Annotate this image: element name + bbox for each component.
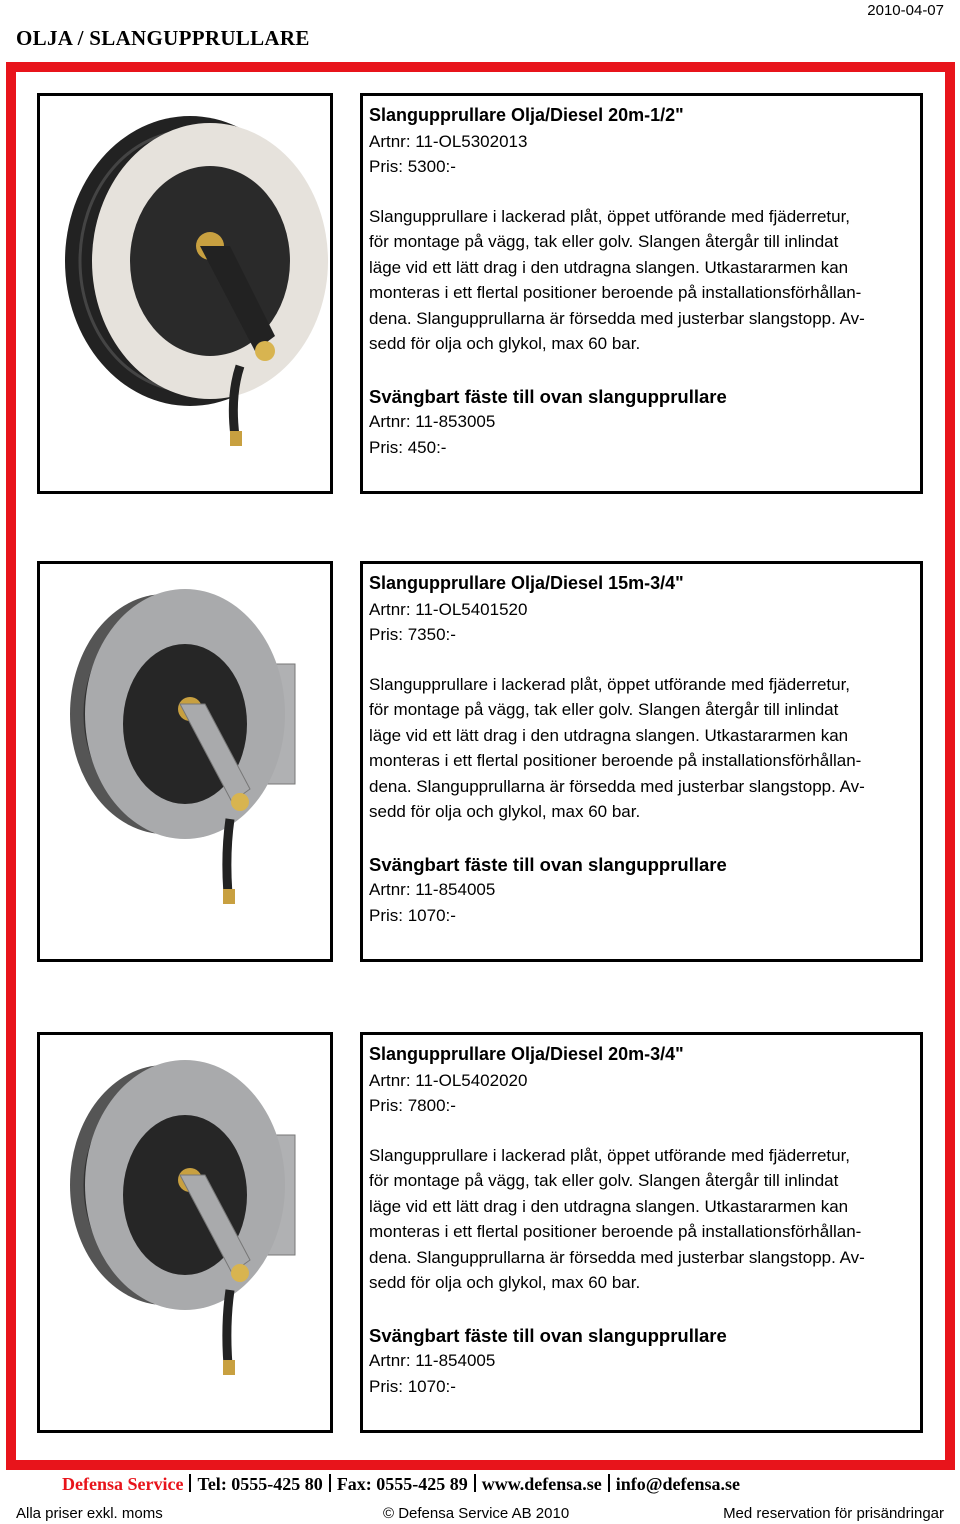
price-note: Alla priser exkl. moms <box>16 1505 163 1522</box>
document-date: 2010-04-07 <box>867 2 944 19</box>
accessory-title: Svängbart fäste till ovan slangupprullare <box>369 385 727 407</box>
description-line: läge vid ett lätt drag i den utdragna slangen. Utkastararmen kan <box>369 257 849 277</box>
description-line: sedd för olja och glykol, max 60 bar. <box>369 1273 641 1292</box>
page-title: OLJA / SLANGUPPRULLARE <box>16 26 310 50</box>
product-title: Slangupprullare Olja/Diesel 20m-1/2" <box>369 105 684 125</box>
accessory-artnr: Artnr: 11-853005 <box>369 412 496 431</box>
hose-reel-white-image <box>40 96 330 491</box>
product-price: Pris: 7350:- <box>369 625 456 644</box>
description-line: dena. Slangupprullarna är försedda med justerbar slangstopp. Av- <box>369 1247 865 1267</box>
divider <box>329 1474 331 1492</box>
description-line: monteras i ett flertal positioner beroende på installationsförhållan- <box>369 751 862 770</box>
product-title: Slangupprullare Olja/Diesel 15m-3/4" <box>369 573 684 593</box>
product-description <box>369 1143 914 1296</box>
copyright: © Defensa Service AB 2010 <box>383 1505 570 1522</box>
product-info-2 <box>360 561 923 962</box>
product-info-3 <box>360 1032 923 1433</box>
description-line: monteras i ett flertal positioner beroende på installationsförhållan- <box>369 283 862 302</box>
description-line: dena. Slangupprullarna är försedda med justerbar slangstopp. Av- <box>369 308 865 328</box>
accessory-artnr: Artnr: 11-854005 <box>369 880 496 899</box>
brand-name: Defensa Service <box>62 1474 184 1494</box>
phone-number: Tel: 0555-425 80 <box>197 1474 323 1494</box>
accessory-price: Pris: 450:- <box>369 437 447 457</box>
description-line: sedd för olja och glykol, max 60 bar. <box>369 334 641 353</box>
divider <box>608 1474 610 1492</box>
reservation-note: Med reservation för prisändringar <box>723 1505 944 1522</box>
fax-number: Fax: 0555-425 89 <box>336 1474 468 1494</box>
description-line: för montage på vägg, tak eller golv. Slangen återgår till inlindat <box>369 232 839 251</box>
product-price: Pris: 7800:- <box>369 1096 456 1115</box>
accessory-title: Svängbart fäste till ovan slangupprullare <box>369 1324 727 1346</box>
description-line: monteras i ett flertal positioner beroende på installationsförhållan- <box>369 1222 862 1241</box>
description-line: dena. Slangupprullarna är försedda med justerbar slangstopp. Av- <box>369 776 865 796</box>
website-link[interactable]: www.defensa.se <box>481 1474 602 1494</box>
hose-reel-grey-image <box>40 564 330 959</box>
description-line: sedd för olja och glykol, max 60 bar. <box>369 802 641 821</box>
product-image-3 <box>37 1032 333 1433</box>
description-line: läge vid ett lätt drag i den utdragna slangen. Utkastararmen kan <box>369 725 849 745</box>
product-artnr: Artnr: 11-OL5401520 <box>369 599 528 619</box>
email-link[interactable]: info@defensa.se <box>615 1474 741 1494</box>
divider <box>474 1474 476 1492</box>
product-description <box>369 204 914 357</box>
accessory-artnr: Artnr: 11-854005 <box>369 1351 496 1370</box>
product-price: Pris: 5300:- <box>369 157 456 176</box>
divider <box>189 1474 191 1492</box>
product-title: Slangupprullare Olja/Diesel 20m-3/4" <box>369 1044 684 1064</box>
accessory-title: Svängbart fäste till ovan slangupprullare <box>369 853 727 875</box>
description-line: för montage på vägg, tak eller golv. Slangen återgår till inlindat <box>369 700 839 719</box>
hose-reel-grey-image <box>40 1035 330 1430</box>
description-line: Slangupprullare i lackerad plåt, öppet utförande med fjäderretur, <box>369 674 851 694</box>
description-line: läge vid ett lätt drag i den utdragna slangen. Utkastararmen kan <box>369 1196 849 1216</box>
product-info-1 <box>360 93 923 494</box>
accessory-price: Pris: 1070:- <box>369 905 456 925</box>
contact-footer <box>62 1474 740 1495</box>
product-artnr: Artnr: 11-OL5302013 <box>369 131 528 151</box>
product-image-1 <box>37 93 333 494</box>
product-artnr: Artnr: 11-OL5402020 <box>369 1070 528 1090</box>
product-image-2 <box>37 561 333 962</box>
product-description <box>369 672 914 825</box>
description-line: för montage på vägg, tak eller golv. Slangen återgår till inlindat <box>369 1171 839 1190</box>
description-line: Slangupprullare i lackerad plåt, öppet utförande med fjäderretur, <box>369 206 851 226</box>
accessory-price: Pris: 1070:- <box>369 1376 456 1396</box>
description-line: Slangupprullare i lackerad plåt, öppet utförande med fjäderretur, <box>369 1145 851 1165</box>
